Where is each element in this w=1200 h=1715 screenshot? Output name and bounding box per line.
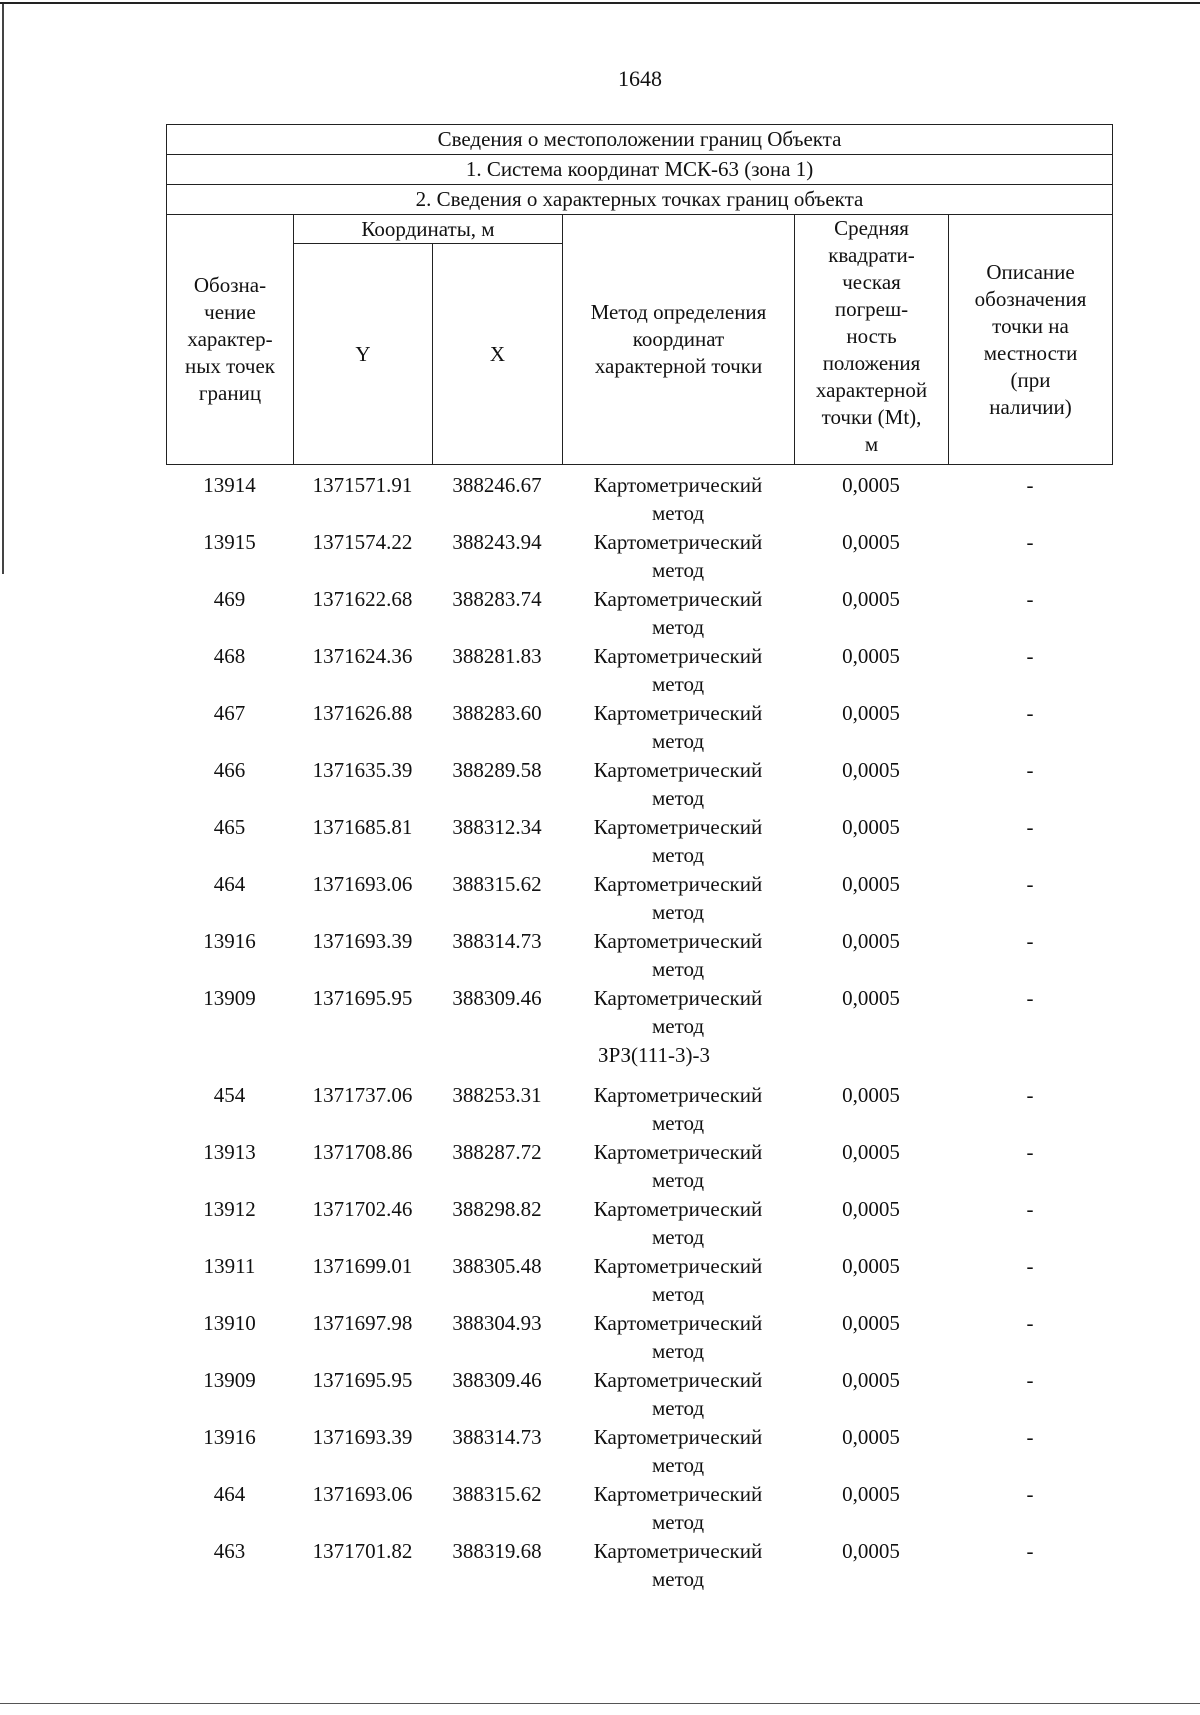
point-id: 13912 (203, 1197, 256, 1221)
coord-y: 1371701.82 (312, 1539, 413, 1563)
table-row (166, 813, 1112, 870)
error: 0,0005 (842, 587, 900, 611)
error: 0,0005 (842, 701, 900, 725)
error: 0,0005 (842, 1254, 900, 1278)
description: - (1026, 644, 1034, 668)
description: - (1026, 929, 1034, 953)
coord-x: 388319.68 (452, 1539, 542, 1563)
method: Картометрический метод (593, 929, 763, 981)
coord-x: 388305.48 (452, 1254, 542, 1278)
method: Картометрический метод (593, 986, 763, 1038)
table-row (166, 1081, 1112, 1138)
method: Картометрический метод (593, 1083, 763, 1135)
table-row (166, 528, 1112, 585)
coord-y: 1371695.95 (312, 986, 413, 1010)
point-id: 465 (213, 815, 246, 839)
table-row (166, 1138, 1112, 1195)
coord-y: 1371571.91 (312, 473, 413, 497)
col-coordinates: Координаты, м (294, 215, 563, 244)
error: 0,0005 (842, 872, 900, 896)
coord-y: 1371622.68 (312, 587, 413, 611)
point-id: 467 (213, 701, 246, 725)
header-title: Сведения о местоположении границ Объекта (167, 125, 1113, 155)
error: 0,0005 (842, 1311, 900, 1335)
coord-y: 1371626.88 (312, 701, 413, 725)
point-id: 466 (213, 758, 246, 782)
method: Картометрический метод (593, 1425, 763, 1477)
coord-y: 1371635.39 (312, 758, 413, 782)
coord-x: 388312.34 (452, 815, 542, 839)
method: Картометрический метод (593, 530, 763, 582)
coord-y: 1371693.39 (312, 929, 413, 953)
coord-x: 388315.62 (452, 1482, 542, 1506)
error: 0,0005 (842, 1539, 900, 1563)
table-row (166, 1366, 1112, 1423)
error: 0,0005 (842, 1482, 900, 1506)
description: - (1026, 701, 1034, 725)
error: 0,0005 (842, 986, 900, 1010)
bottom-edge-line (0, 1703, 1200, 1704)
method: Картометрический метод (593, 1539, 763, 1591)
point-id: 464 (213, 1482, 246, 1506)
description: - (1026, 473, 1034, 497)
method: Картометрический метод (593, 1482, 763, 1534)
method: Картометрический метод (593, 758, 763, 810)
point-id: 13916 (203, 929, 256, 953)
top-edge-line (0, 2, 1200, 4)
coord-x: 388243.94 (452, 530, 542, 554)
coord-x: 388281.83 (452, 644, 542, 668)
point-id: 13914 (203, 473, 256, 497)
col-y: Y (294, 244, 433, 465)
coord-x: 388314.73 (452, 1425, 542, 1449)
header-section: 2. Сведения о характерных точках границ объекта (167, 185, 1113, 215)
table-row (166, 642, 1112, 699)
coord-x: 388283.60 (452, 701, 542, 725)
coord-y: 1371702.46 (312, 1197, 413, 1221)
coord-y: 1371695.95 (312, 1368, 413, 1392)
point-id: 469 (213, 587, 246, 611)
description: - (1026, 1482, 1034, 1506)
error: 0,0005 (842, 1083, 900, 1107)
point-list-1 (166, 471, 1112, 1041)
table-row (166, 585, 1112, 642)
table-row (166, 1423, 1112, 1480)
coord-x: 388304.93 (452, 1311, 542, 1335)
table-row (166, 870, 1112, 927)
coord-y: 1371699.01 (312, 1254, 413, 1278)
point-id: 454 (213, 1083, 246, 1107)
description: - (1026, 1539, 1034, 1563)
error: 0,0005 (842, 758, 900, 782)
coord-y: 1371693.06 (312, 1482, 413, 1506)
coord-x: 388309.46 (452, 1368, 542, 1392)
description: - (1026, 1083, 1034, 1107)
description: - (1026, 530, 1034, 554)
description: - (1026, 1425, 1034, 1449)
method: Картометрический метод (593, 1140, 763, 1192)
error: 0,0005 (842, 473, 900, 497)
description: - (1026, 758, 1034, 782)
coord-x: 388253.31 (452, 1083, 542, 1107)
page-number: 1648 (618, 66, 662, 91)
description: - (1026, 587, 1034, 611)
col-x: X (433, 244, 563, 465)
table-row (166, 756, 1112, 813)
table-row (166, 1309, 1112, 1366)
error: 0,0005 (842, 1140, 900, 1164)
error: 0,0005 (842, 929, 900, 953)
table-row (166, 699, 1112, 756)
description: - (1026, 1140, 1034, 1164)
table-body (166, 471, 1112, 1594)
error: 0,0005 (842, 530, 900, 554)
subsection-row (166, 1041, 1112, 1081)
method: Картометрический метод (593, 872, 763, 924)
description: - (1026, 1311, 1034, 1335)
table-row (166, 927, 1112, 984)
coord-y: 1371685.81 (312, 815, 413, 839)
point-list-2 (166, 1081, 1112, 1594)
method: Картометрический метод (593, 644, 763, 696)
description: - (1026, 872, 1034, 896)
error: 0,0005 (842, 1197, 900, 1221)
table-row (166, 984, 1112, 1041)
method: Картометрический метод (593, 701, 763, 753)
method: Картометрический метод (593, 473, 763, 525)
header-coordinate-system: 1. Система координат МСК-63 (зона 1) (167, 155, 1113, 185)
table-header (166, 124, 1113, 465)
point-id: 13916 (203, 1425, 256, 1449)
subsection-title: ЗРЗ(111-3)-3 (598, 1043, 710, 1067)
point-id: 13911 (203, 1254, 256, 1278)
method: Картометрический метод (593, 1197, 763, 1249)
point-id: 13909 (203, 1368, 256, 1392)
coord-x: 388314.73 (452, 929, 542, 953)
error: 0,0005 (842, 815, 900, 839)
coord-x: 388283.74 (452, 587, 542, 611)
description: - (1026, 1254, 1034, 1278)
col-method: Метод определения координат характерной точки (563, 215, 795, 465)
point-id: 13910 (203, 1311, 256, 1335)
table-row (166, 1480, 1112, 1537)
error: 0,0005 (842, 1425, 900, 1449)
coord-x: 388289.58 (452, 758, 542, 782)
coord-x: 388298.82 (452, 1197, 542, 1221)
method: Картометрический метод (593, 815, 763, 867)
col-designation: Обозна- чение характер- ных точек границ (167, 215, 294, 465)
coord-y: 1371574.22 (312, 530, 413, 554)
col-description: Описание обозначения точки на местности (при наличии) (949, 215, 1113, 465)
point-id: 13909 (203, 986, 256, 1010)
method: Картометрический метод (593, 1254, 763, 1306)
point-id: 13915 (203, 530, 256, 554)
table-row (166, 1195, 1112, 1252)
error: 0,0005 (842, 644, 900, 668)
error: 0,0005 (842, 1368, 900, 1392)
coord-x: 388287.72 (452, 1140, 542, 1164)
description: - (1026, 1368, 1034, 1392)
description: - (1026, 1197, 1034, 1221)
coord-x: 388315.62 (452, 872, 542, 896)
coord-y: 1371693.39 (312, 1425, 413, 1449)
table-row (166, 1537, 1112, 1594)
table-row (166, 1252, 1112, 1309)
point-id: 464 (213, 872, 246, 896)
coord-y: 1371737.06 (312, 1083, 413, 1107)
description: - (1026, 986, 1034, 1010)
coord-y: 1371708.86 (312, 1140, 413, 1164)
col-error: Средняя квадрати- ческая погреш- ность положения характерной точки (Mt), м (795, 215, 949, 465)
point-id: 468 (213, 644, 246, 668)
method: Картометрический метод (593, 1311, 763, 1363)
method: Картометрический метод (593, 587, 763, 639)
description: - (1026, 815, 1034, 839)
point-id: 13913 (203, 1140, 256, 1164)
table-row (166, 471, 1112, 528)
point-id: 463 (213, 1539, 246, 1563)
coord-y: 1371624.36 (312, 644, 413, 668)
coord-y: 1371697.98 (312, 1311, 413, 1335)
coord-x: 388246.67 (452, 473, 542, 497)
method: Картометрический метод (593, 1368, 763, 1420)
coord-x: 388309.46 (452, 986, 542, 1010)
coord-y: 1371693.06 (312, 872, 413, 896)
